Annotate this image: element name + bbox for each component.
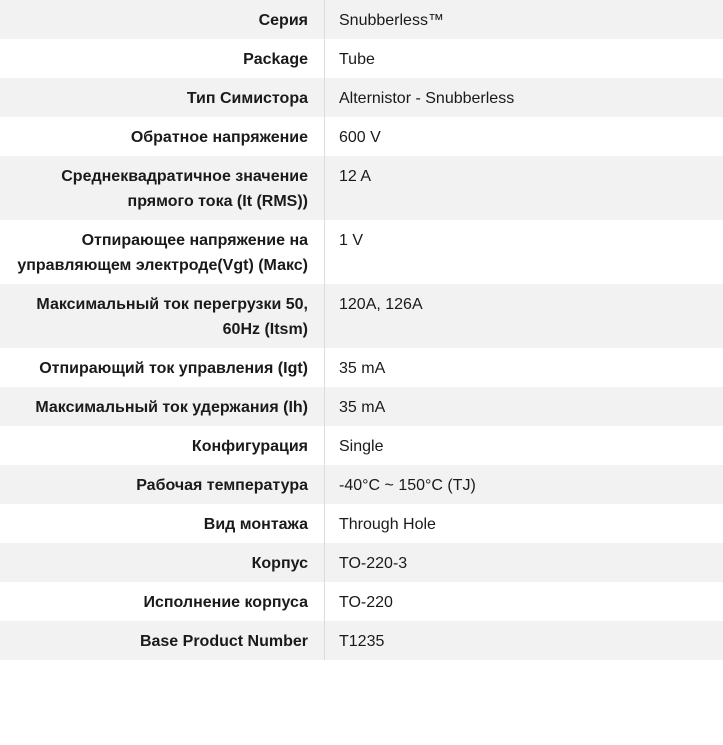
spec-value: -40°C ~ 150°C (TJ) [325, 465, 723, 504]
spec-value: 600 V [325, 117, 723, 156]
spec-value: Tube [325, 39, 723, 78]
spec-label: Корпус [0, 543, 325, 582]
spec-value: 35 mA [325, 348, 723, 387]
spec-label: Base Product Number [0, 621, 325, 660]
spec-label: Среднеквадратичное значение прямого тока (It (RMS)) [0, 156, 325, 220]
spec-row-surge-current [0, 284, 723, 348]
spec-label: Конфигурация [0, 426, 325, 465]
spec-row-package-case [0, 543, 723, 582]
spec-label: Отпирающий ток управления (Igt) [0, 348, 325, 387]
spec-label: Отпирающее напряжение на управляющем электроде(Vgt) (Макс) [0, 220, 325, 284]
spec-row-rms-current [0, 156, 723, 220]
spec-row-supplier-package [0, 582, 723, 621]
spec-row-package [0, 39, 723, 78]
spec-value: Single [325, 426, 723, 465]
spec-label: Максимальный ток перегрузки 50, 60Hz (Itsm) [0, 284, 325, 348]
spec-label: Вид монтажа [0, 504, 325, 543]
spec-value: 1 V [325, 220, 723, 284]
spec-label: Package [0, 39, 325, 78]
spec-row-triac-type [0, 78, 723, 117]
spec-row-gate-trigger-voltage [0, 220, 723, 284]
spec-label: Обратное напряжение [0, 117, 325, 156]
spec-label: Исполнение корпуса [0, 582, 325, 621]
spec-value: Snubberless™ [325, 0, 723, 39]
spec-value: TO-220-3 [325, 543, 723, 582]
spec-value: Alternistor - Snubberless [325, 78, 723, 117]
spec-row-base-product-number [0, 621, 723, 660]
spec-value: TO-220 [325, 582, 723, 621]
spec-row-reverse-voltage [0, 117, 723, 156]
spec-value: T1235 [325, 621, 723, 660]
spec-label: Рабочая температура [0, 465, 325, 504]
spec-label: Максимальный ток удержания (Ih) [0, 387, 325, 426]
spec-row-series [0, 0, 723, 39]
spec-value: 35 mA [325, 387, 723, 426]
spec-row-gate-trigger-current [0, 348, 723, 387]
spec-row-holding-current [0, 387, 723, 426]
spec-value: Through Hole [325, 504, 723, 543]
spec-value: 12 A [325, 156, 723, 220]
spec-label: Тип Симистора [0, 78, 325, 117]
spec-value: 120A, 126A [325, 284, 723, 348]
spec-label: Серия [0, 0, 325, 39]
spec-row-configuration [0, 426, 723, 465]
spec-row-operating-temperature [0, 465, 723, 504]
spec-row-mounting-type [0, 504, 723, 543]
